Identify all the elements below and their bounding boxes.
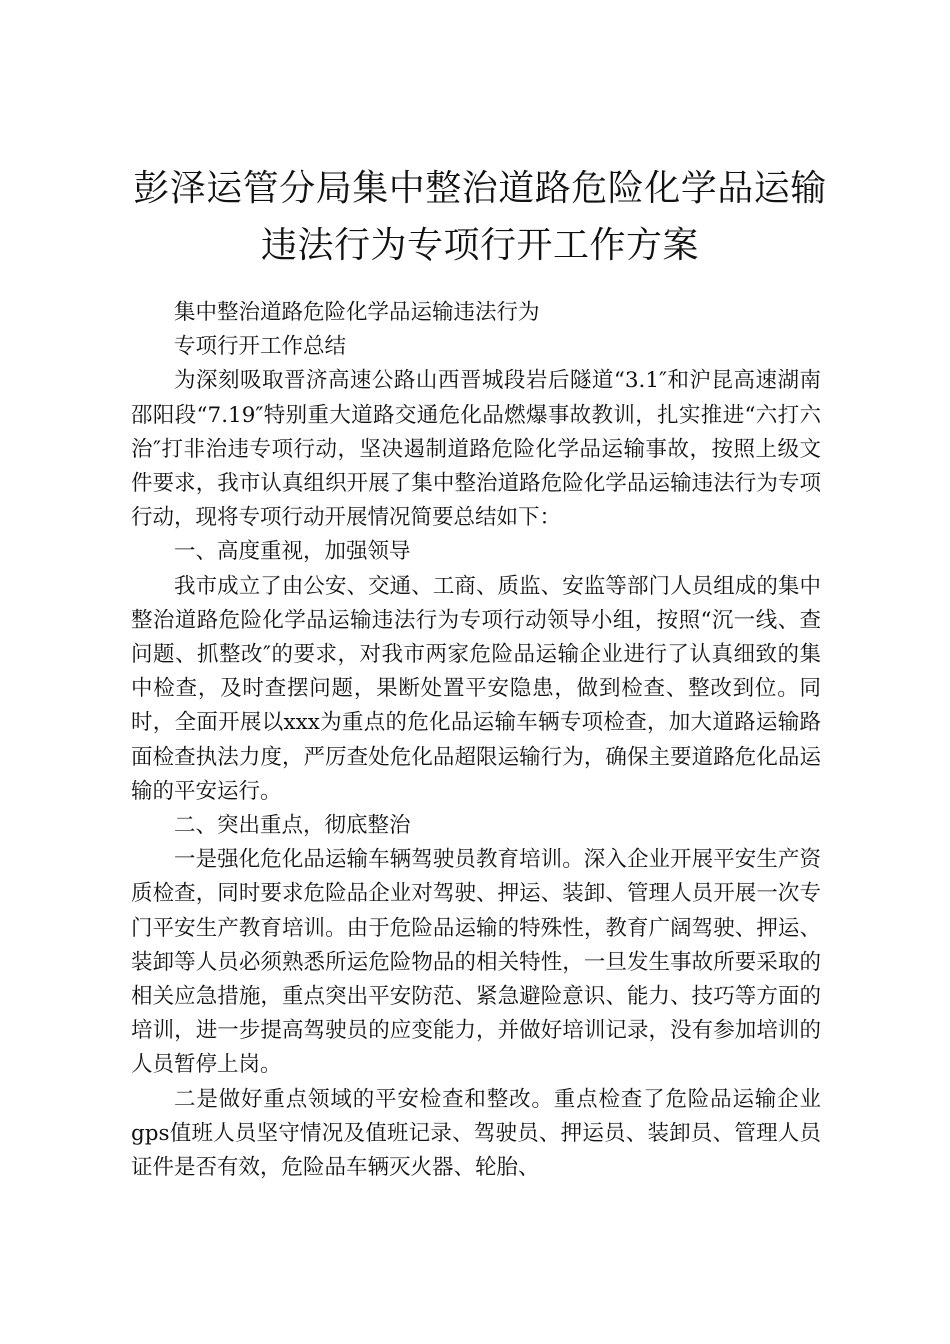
paragraph-section-2-item-2: 二是做好重点领域的平安检查和整改。重点检查了危险品运输企业gps值班人员坚守情况及值班记录、驾驶员、押运员、装卸员、管理人员证件是否有效，危险品车辆灭火器、轮胎、 xyxy=(131,1086,821,1181)
document-body xyxy=(131,296,821,1185)
document-title: 彭泽运管分局集中整治道路危险化学品运输违法行为专项行开工作方案 xyxy=(133,168,827,266)
paragraph-intro: 为深刻吸取晋济高速公路山西晋城段岩后隧道“3.1″和沪昆高速湖南邵阳段“7.19″特别重大道路交通危化品燃爆事故教训，扎实推进“六打六治″打非治违专项行动，坚决遏制道路危险化学品运输事故，按照上级文件要求，我市认真组织开展了集中整治道路危险化学品运输违法行为专项行动，现将专项行动开展情况简要总结如下： xyxy=(131,368,821,531)
paragraph-heading-1: 集中整治道路危险化学品运输违法行为 xyxy=(174,300,540,325)
paragraph-section-1: 我市成立了由公安、交通、工商、质监、安监等部门人员组成的集中整治道路危险化学品运输违法行为专项行动领导小组，按照“沉一线、查问题、抓整改″的要求，对我市两家危险品运输企业进行了认真细致的集中检查，及时查摆问题，果断处置平安隐患，做到检查、整改到位。同时，全面开展以xxx为重点的危化品运输车辆专项检查，加大道路运输路面检查执法力度，严厉查处危化品超限运输行为，确保主要道路危化品运输的平安运行。 xyxy=(131,573,821,804)
paragraph-heading-2: 专项行开工作总结 xyxy=(174,334,347,360)
paragraph-section-2-item-1: 一是强化危化品运输车辆驾驶员教育培训。深入企业开展平安生产资质检查，同时要求危险品企业对驾驶、押运、装卸、管理人员开展一次专门平安生产教育培训。由于危险品运输的特殊性，教育广阔驾驶、押运、装卸等人员必须熟悉所运危险物品的相关特性，一旦发生事故所要采取的相关应急措施，重点突出平安防范、紧急避险意识、能力、技巧等方面的培训，进一步提高驾驶员的应变能力，并做好培训记录，没有参加培训的人员暂停上岗。 xyxy=(131,847,821,1078)
section-heading-1: 一、高度重视，加强领导 xyxy=(174,539,411,565)
section-heading-2: 二、突出重点，彻底整治 xyxy=(174,813,411,839)
